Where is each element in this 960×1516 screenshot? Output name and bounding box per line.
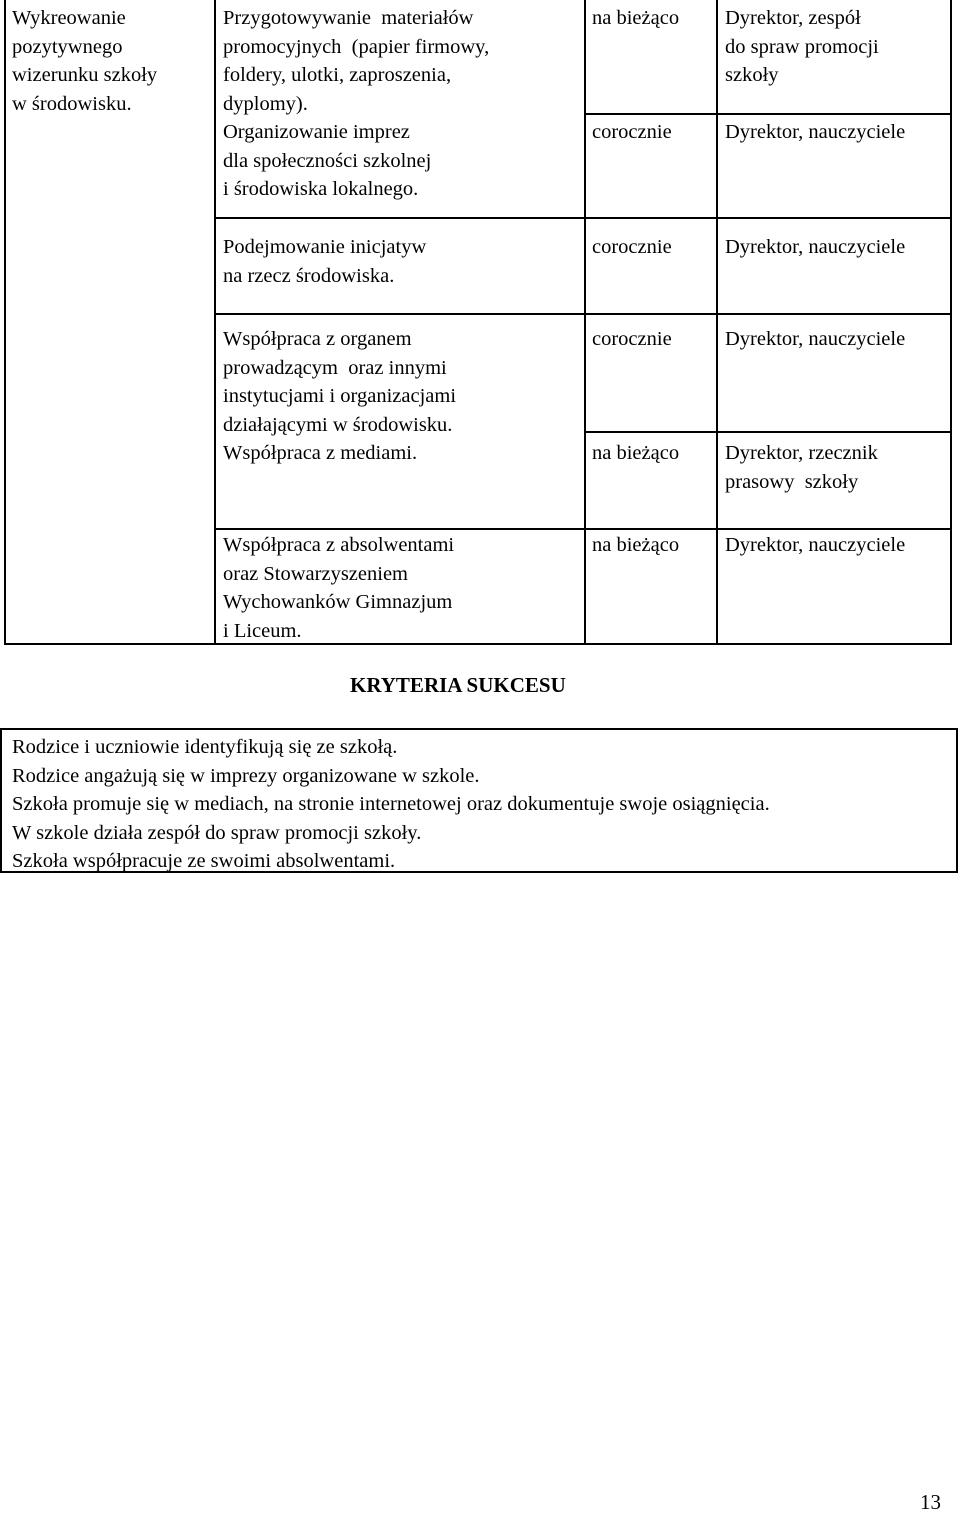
task-line: promocyjnych (papier firmowy, <box>223 35 490 58</box>
table-divider-goal <box>214 0 216 645</box>
responsible-line: Dyrektor, nauczyciele <box>725 121 906 143</box>
responsible-line: Dyrektor, nauczyciele <box>725 328 906 350</box>
term-cell: corocznie <box>592 121 672 143</box>
task-line: Wychowanków Gimnazjum <box>223 591 453 613</box>
task-line: prowadzącym oraz innymi <box>223 356 447 379</box>
term-cell: na bieżąco <box>592 534 680 556</box>
goal-line: pozytywnego <box>12 35 123 58</box>
page-number: 13 <box>920 1490 941 1514</box>
task-line: foldery, ulotki, zaproszenia, <box>223 64 452 86</box>
task-line: Współpraca z mediami. <box>223 442 418 464</box>
goal-line: w środowisku. <box>12 92 132 115</box>
task-line: na rzecz środowiska. <box>223 264 395 287</box>
table-border-left <box>4 0 6 645</box>
criteria-heading: KRYTERIA SUKCESU <box>350 673 566 697</box>
row-divider <box>584 113 952 115</box>
criteria-item: Rodzice angażują się w imprezy organizowane w szkole. <box>12 764 480 787</box>
criteria-box-left <box>0 728 2 873</box>
criteria-list <box>12 733 770 876</box>
task-line: Współpraca z organem <box>223 328 412 350</box>
responsible-line: Dyrektor, nauczyciele <box>725 236 906 258</box>
table-divider-term <box>716 0 718 645</box>
task-line: oraz Stowarzyszeniem <box>223 562 408 585</box>
row-divider <box>214 217 952 219</box>
task-line: i Liceum. <box>223 619 302 642</box>
responsible-line: Dyrektor, nauczyciele <box>725 534 906 556</box>
row-divider <box>214 313 952 315</box>
term-cell: corocznie <box>592 328 672 350</box>
responsible-line: do spraw promocji <box>725 35 879 58</box>
task-line: dla społeczności szkolnej <box>223 149 432 172</box>
criteria-item: Szkoła promuje się w mediach, na stronie internetowej oraz dokumentuje swoje osiągnięcia. <box>12 793 770 815</box>
task-line: Przygotowywanie materiałów <box>223 7 474 29</box>
criteria-box-right <box>956 728 958 873</box>
goal-line: Wykreowanie <box>12 7 126 29</box>
criteria-item: Rodzice i uczniowie identyfikują się ze szkołą. <box>12 736 398 758</box>
task-line: Organizowanie imprez <box>223 121 410 143</box>
row-divider <box>214 528 952 530</box>
task-line: Współpraca z absolwentami <box>223 534 455 556</box>
responsible-line: szkoły <box>725 64 779 86</box>
term-cell: na bieżąco <box>592 7 680 29</box>
task-line: dyplomy). <box>223 92 308 115</box>
criteria-item: Szkoła współpracuje ze swoimi absolwentami. <box>12 850 396 872</box>
criteria-box-top <box>0 728 958 730</box>
criteria-item: W szkole działa zespół do spraw promocji szkoły. <box>12 821 422 844</box>
table-border-right <box>950 0 952 645</box>
term-cell: corocznie <box>592 236 672 258</box>
task-line: działającymi w środowisku. <box>223 413 453 436</box>
table-border-bottom <box>4 643 952 645</box>
term-cell: na bieżąco <box>592 442 680 464</box>
task-line: Podejmowanie inicjatyw <box>223 236 427 258</box>
responsible-line: prasowy szkoły <box>725 470 859 493</box>
goal-line: wizerunku szkoły <box>12 64 158 86</box>
task-line: instytucjami i organizacjami <box>223 385 457 407</box>
task-line: i środowiska lokalnego. <box>223 178 419 200</box>
table-divider-task <box>584 0 586 645</box>
responsible-line: Dyrektor, rzecznik <box>725 442 878 464</box>
row-divider <box>584 431 952 433</box>
responsible-line: Dyrektor, zespół <box>725 7 861 29</box>
